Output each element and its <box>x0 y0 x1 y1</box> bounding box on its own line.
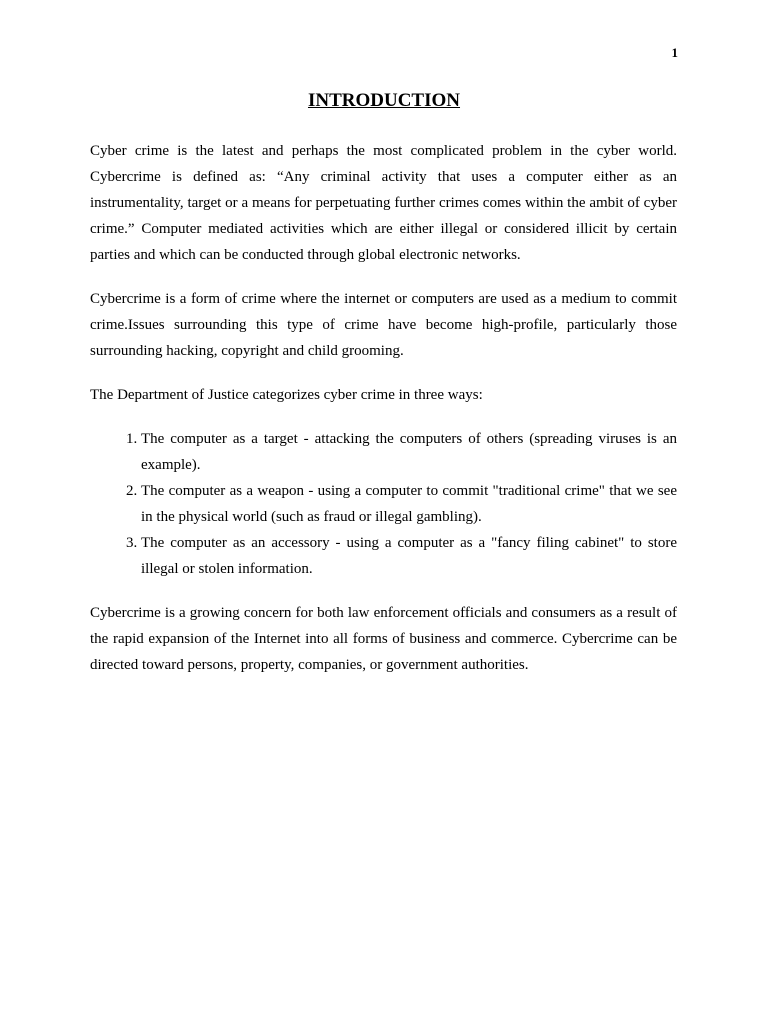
page-title: INTRODUCTION <box>307 90 461 111</box>
list-item: 1. The computer as a target - attacking the computers of others (spreading viruses is an example). <box>141 426 677 478</box>
document-body <box>90 138 677 696</box>
paragraph-closing: Cybercrime is a growing concern for both law enforcement officials and consumers as a result of the rapid expansion of the Internet into all forms of business and commerce. Cybercrime can be directed toward persons, property, companies, or government authorities. <box>90 605 677 673</box>
paragraph-form-of-crime: Cybercrime is a form of crime where the internet or computers are used as a medium to commit crime.Issues surrounding this type of crime have become high-profile, particularly those surrounding hacking, copyright and child grooming. <box>90 291 677 359</box>
categories-list <box>90 426 677 582</box>
paragraph-definition: Cyber crime is the latest and perhaps the most complicated problem in the cyber world. Cybercrime is defined as: “Any criminal activity that uses a computer either as an instrumentality, target or a means for perpetuating further crimes comes within the ambit of cyber crime.” Computer mediated activities which are either illegal or considered illicit by certain parties and which can be conducted through global electronic networks. <box>90 143 677 263</box>
list-item: 3. The computer as an accessory - using a computer as a "fancy filing cabinet" to store illegal or stolen information. <box>141 530 677 582</box>
paragraph-categories-intro: The Department of Justice categorizes cyber crime in three ways: <box>90 387 483 403</box>
list-item: 2. The computer as a weapon - using a computer to commit "traditional crime" that we see in the physical world (such as fraud or illegal gambling). <box>141 478 677 530</box>
page-number: 1 <box>671 45 678 60</box>
